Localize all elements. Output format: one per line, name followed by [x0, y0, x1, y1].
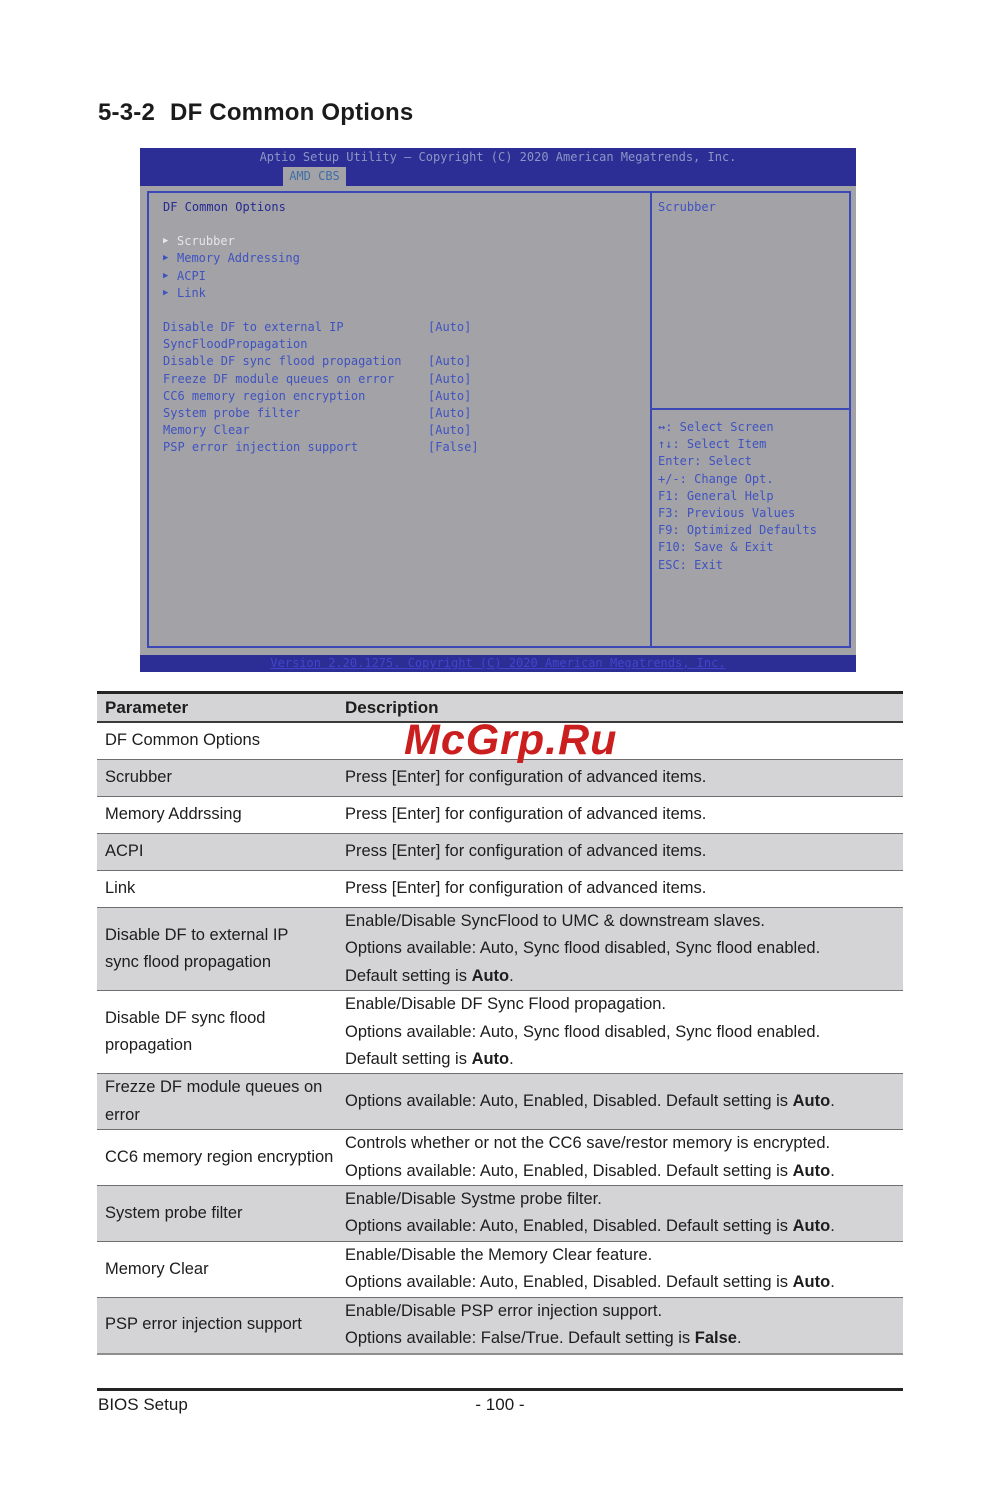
footer-divider: [97, 1388, 903, 1391]
table-row: [97, 908, 903, 991]
parameter-cell: [97, 991, 345, 1073]
bios-menu-item-acpi: [163, 268, 650, 285]
description-text: Options available: Auto, Enabled, Disabled. Default setting is: [345, 1217, 793, 1236]
default-value-bold: Auto: [471, 1050, 510, 1069]
description-text: Enable/Disable DF Sync Flood propagation.: [345, 995, 667, 1014]
description-line: [345, 1046, 897, 1073]
bios-help-panel: [650, 193, 849, 646]
bios-option: [163, 353, 650, 370]
bios-option: [163, 405, 650, 422]
description-cell: [345, 1130, 903, 1185]
bios-option-label-line: PSP error injection support: [163, 440, 359, 455]
description-text: Options available: False/True. Default setting is: [345, 1329, 695, 1348]
description-line: [345, 1269, 897, 1296]
description-text: Enable/Disable Systme probe filter.: [345, 1190, 602, 1209]
description-text: Controls whether or not the CC6 save/restor memory is encrypted.: [345, 1134, 831, 1153]
description-line: [345, 1186, 897, 1213]
column-header-label: Parameter: [105, 697, 189, 717]
bios-menu-item-label: Link: [177, 285, 206, 300]
parameter-cell: [97, 760, 345, 796]
description-cell: [345, 1074, 903, 1129]
description-text: .: [830, 1217, 835, 1236]
default-value-bold: Auto: [792, 1273, 831, 1292]
default-value-bold: False: [694, 1329, 737, 1348]
description-line: [345, 1019, 897, 1046]
table-row: [97, 834, 903, 871]
parameter-cell: [97, 1074, 345, 1129]
description-line: [345, 1130, 897, 1157]
bios-menu-item-scrubber: [163, 233, 650, 250]
description-line: [345, 801, 897, 828]
description-line: [345, 1088, 897, 1115]
description-line: [345, 991, 897, 1018]
bios-menu-item-label: ACPI: [177, 268, 206, 283]
bios-page-title: DF Common Options: [163, 200, 286, 214]
bios-option-label-line: SyncFloodPropagation: [163, 337, 308, 352]
bios-frame: [147, 191, 851, 648]
parameter-line: Link: [105, 879, 136, 898]
bios-option-list: [163, 319, 650, 457]
bios-help-text: Scrubber: [658, 200, 716, 214]
watermark: McGrp.Ru: [404, 716, 618, 764]
parameter-cell: [97, 797, 345, 833]
footer-page-number: - 100 -: [475, 1395, 525, 1414]
description-cell: [345, 908, 903, 990]
description-text: Default setting is: [345, 1050, 472, 1069]
bios-option-value: [Auto]: [428, 371, 472, 386]
description-text: Enable/Disable SyncFlood to UMC & downstream slaves.: [345, 912, 766, 930]
bios-title-bar: Aptio Setup Utility – Copyright (C) 2020 American Megatrends, Inc.: [259, 150, 737, 164]
description-text: Default setting is: [345, 966, 472, 985]
parameter-line: Memory Clear: [105, 1259, 209, 1278]
bios-option: [163, 371, 650, 388]
bios-option-value: [Auto]: [428, 406, 472, 421]
parameter-line: Disable DF to external IP: [105, 925, 289, 944]
parameter-cell: [97, 1186, 345, 1241]
bios-screenshot: [140, 148, 856, 672]
bios-option-label-line: System probe filter: [163, 406, 301, 421]
parameter-line: System probe filter: [105, 1203, 243, 1222]
submenu-arrow-icon: ▶: [163, 236, 169, 247]
table-row: [97, 991, 903, 1074]
column-header-parameter: [97, 694, 345, 721]
bios-option-value: [False]: [428, 440, 479, 455]
bios-option-label-line: CC6 memory region encryption: [163, 388, 366, 403]
bios-key-hint: F1: General Help: [658, 488, 774, 503]
bios-version-bar: Version 2.20.1275. Copyright (C) 2020 American Megatrends, Inc.: [140, 655, 856, 672]
parameter-cell: [97, 871, 345, 907]
bios-option-value: [Auto]: [428, 354, 472, 369]
bios-option-label: [163, 371, 428, 388]
table-row: [97, 1298, 903, 1355]
bios-option-label-line: Memory Clear: [163, 423, 250, 438]
description-cell: [345, 1298, 903, 1353]
submenu-arrow-icon: ▶: [163, 287, 169, 298]
bios-submenu-list: [163, 233, 650, 302]
description-line: [345, 1158, 897, 1185]
parameter-line: propagation: [105, 1036, 193, 1055]
footer-left: BIOS Setup: [98, 1395, 188, 1414]
table-row: [97, 1130, 903, 1186]
submenu-arrow-icon: ▶: [163, 270, 169, 281]
bios-option-value: [Auto]: [428, 423, 472, 438]
bios-key-hint: ↔: Select Screen: [658, 420, 774, 434]
description-text: Options available: Auto, Enabled, Disabled. Default setting is: [345, 1161, 793, 1180]
table-row: [97, 1242, 903, 1298]
description-line: [345, 1213, 897, 1240]
parameter-line: PSP error injection support: [105, 1315, 302, 1334]
description-line: [345, 963, 897, 990]
description-text: Options available: Auto, Sync flood disabled, Sync flood enabled.: [345, 1022, 821, 1041]
bios-key-hint: Enter: Select: [658, 454, 752, 469]
section-title: DF Common Options: [170, 99, 414, 126]
description-line: [345, 908, 897, 935]
description-text: .: [736, 1329, 742, 1348]
parameter-cell: [97, 723, 345, 759]
description-line: [345, 838, 897, 865]
parameter-line: Frezze DF module queues on: [105, 1078, 323, 1097]
parameter-line: Memory Addrssing: [105, 805, 242, 824]
bios-menu-item-memory-addressing: [163, 250, 650, 267]
bios-option: [163, 319, 650, 353]
parameter-line: CC6 memory region encryption: [105, 1147, 334, 1166]
bios-key-hint: ESC: Exit: [658, 557, 724, 572]
section-number: 5-3-2: [98, 99, 156, 126]
description-cell: [345, 760, 903, 796]
description-line: [345, 1242, 897, 1269]
bios-option-label-line: Disable DF to external IP: [163, 320, 344, 335]
bios-option-label: [163, 353, 428, 370]
bios-key-hint: ↑↓: Select Item: [658, 437, 767, 452]
bios-option-label-line: Freeze DF module queues on error: [163, 371, 395, 386]
bios-option-label: [163, 439, 428, 456]
description-cell: [345, 991, 903, 1073]
table-row: [97, 1074, 903, 1130]
bios-menu-item-label: Memory Addressing: [177, 251, 300, 266]
description-text: Press [Enter] for configuration of advanced items.: [345, 842, 707, 861]
description-line: [345, 935, 897, 962]
bios-key-legend: [652, 408, 849, 574]
description-text: .: [830, 1092, 835, 1111]
description-text: Press [Enter] for configuration of advanced items.: [345, 768, 707, 787]
description-text: Options available: Auto, Enabled, Disabled. Default setting is: [345, 1092, 793, 1111]
bios-option-value: [Auto]: [428, 320, 472, 335]
parameter-cell: [97, 908, 345, 990]
bios-content-area: [140, 186, 856, 655]
bios-option-label: [163, 405, 428, 422]
description-text: .: [830, 1161, 835, 1180]
default-value-bold: Auto: [792, 1092, 831, 1111]
bios-left-panel: [149, 193, 650, 646]
description-text: Enable/Disable the Memory Clear feature.: [345, 1245, 653, 1264]
bios-option-label: [163, 422, 428, 439]
parameter-line: sync flood propagation: [105, 953, 272, 972]
bios-option: [163, 439, 650, 456]
bios-tab-row: [140, 167, 856, 186]
default-value-bold: Auto: [471, 966, 510, 985]
bios-option: [163, 422, 650, 439]
bios-key-hint: +/-: Change Opt.: [658, 471, 774, 486]
description-text: .: [830, 1273, 835, 1292]
tab-amd-cbs: AMD CBS: [283, 167, 346, 186]
description-cell: [345, 1186, 903, 1241]
description-cell: [345, 871, 903, 907]
description-text: Options available: Auto, Enabled, Disabled. Default setting is: [345, 1273, 793, 1292]
parameter-line: DF Common Options: [105, 731, 260, 750]
submenu-arrow-icon: ▶: [163, 253, 169, 264]
default-value-bold: Auto: [792, 1217, 831, 1236]
table-row: [97, 1186, 903, 1242]
description-cell: [345, 834, 903, 870]
parameter-line: error: [105, 1105, 140, 1124]
parameter-cell: [97, 1298, 345, 1353]
description-text: Press [Enter] for configuration of advanced items.: [345, 879, 707, 898]
description-text: Press [Enter] for configuration of advanced items.: [345, 805, 707, 824]
table-row: [97, 871, 903, 908]
description-cell: [345, 797, 903, 833]
bios-option-label-line: Disable DF sync flood propagation: [163, 354, 402, 369]
description-line: [345, 764, 897, 791]
bios-menu-item-link: [163, 285, 650, 302]
parameter-cell: [97, 1242, 345, 1297]
description-line: [345, 1298, 897, 1325]
parameter-line: Disable DF sync flood: [105, 1008, 266, 1027]
default-value-bold: Auto: [792, 1161, 831, 1180]
bios-key-hint: F10: Save & Exit: [658, 540, 774, 555]
description-text: .: [509, 966, 514, 985]
description-line: [345, 1325, 897, 1352]
bios-key-hint: F3: Previous Values: [658, 506, 796, 521]
bios-option: [163, 388, 650, 405]
table-row: [97, 760, 903, 797]
parameter-line: Scrubber: [105, 768, 172, 787]
description-text: .: [509, 1050, 514, 1069]
bios-menu-item-label: Scrubber: [177, 234, 235, 249]
table-row: [97, 797, 903, 834]
description-line: [345, 875, 897, 902]
bios-key-hint: F9: Optimized Defaults: [658, 523, 817, 538]
description-cell: [345, 1242, 903, 1297]
section-heading: [98, 99, 413, 127]
column-header-label: Description: [345, 697, 439, 717]
bios-option-value: [Auto]: [428, 388, 472, 403]
bios-option-label: [163, 319, 428, 353]
parameter-table: [97, 691, 903, 1355]
parameter-line: ACPI: [105, 842, 144, 861]
description-text: Enable/Disable PSP error injection support.: [345, 1301, 663, 1320]
bios-option-label: [163, 388, 428, 405]
parameter-cell: [97, 1130, 345, 1185]
description-text: Options available: Auto, Sync flood disabled, Sync flood enabled.: [345, 939, 821, 958]
parameter-cell: [97, 834, 345, 870]
